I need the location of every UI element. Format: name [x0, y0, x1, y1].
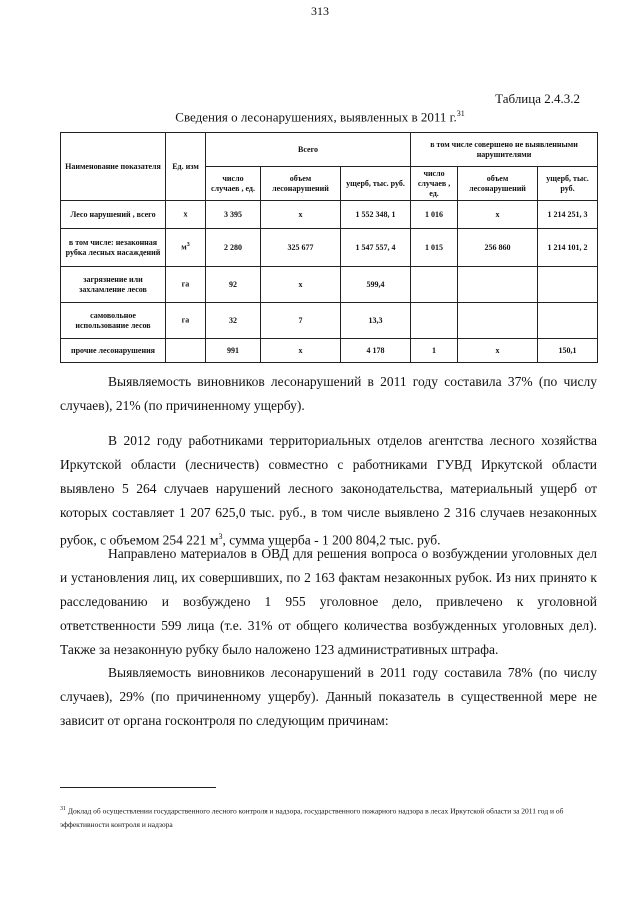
row-u-damage — [538, 303, 598, 339]
row-volume: х — [261, 339, 341, 363]
row-u-damage: 1 214 251, 3 — [538, 201, 598, 229]
table-title-text: Сведения о лесонарушениях, выявленных в 2011 г. — [175, 109, 457, 125]
row-u-damage: 150,1 — [538, 339, 598, 363]
row-unit — [166, 339, 206, 363]
row-damage: 1 547 557, 4 — [341, 229, 411, 267]
table-row — [61, 267, 598, 303]
row-u-cases — [411, 303, 458, 339]
row-unit: га — [166, 267, 206, 303]
row-unit: га — [166, 303, 206, 339]
row-u-volume: х — [458, 339, 538, 363]
row-u-volume: х — [458, 201, 538, 229]
header-cases: число случаев , ед. — [206, 167, 261, 201]
row-u-cases: 1 — [411, 339, 458, 363]
row-u-cases — [411, 267, 458, 303]
row-unit: $м^3$ — [166, 229, 206, 267]
row-u-cases: 1 016 — [411, 201, 458, 229]
row-cases: 32 — [206, 303, 261, 339]
row-cases: 991 — [206, 339, 261, 363]
paragraph-detection-rate: Выявляемость виновников лесонарушений в 2011 году составила 78% (по числу случаев), 29% (по причиненному ущербу). Данный показатель в существенной мере не зависит от органа госконтроля по следующим причинам: — [60, 665, 597, 728]
table-row — [61, 303, 598, 339]
table-row — [61, 229, 598, 267]
row-cases: 3 395 — [206, 201, 261, 229]
header-u-volume: объем лесонарушений — [458, 167, 538, 201]
header-u-damage: ущерб, тыс. руб. — [538, 167, 598, 201]
footnote-text: Доклад об осуществлении государственного лесного контроля и надзора, государственного пожарного надзора в лесах Иркутской области за 2011 год и об эффективности контроля и надзора — [60, 806, 564, 829]
row-name: Лесо нарушений , всего — [61, 201, 166, 229]
paragraph-detection-2011: Выявляемость виновников лесонарушений в 2011 году составила 37% (по числу случаев), 21% (по причиненному ущербу). — [60, 374, 597, 413]
header-volume: объем лесонарушений — [261, 167, 341, 201]
paragraph-2012-violations: В 2012 году работниками территориальных отделов агентства лесного хозяйства Иркутской области (лесничеств) совместно с работниками ГУВД Иркутской области выявлено 5 264 случаев нарушений лесного законодательства, материальный ущерб от которых составляет 1 207 625,0 тыс. руб., в том числе выявлено 2 316 случаев незаконных рубок, с объемом 254 221 $м^3$, сумма ущерба - 1 200 804,2 тыс. руб. — [60, 433, 597, 548]
header-name: Наименование показателя — [61, 133, 166, 201]
table-row — [61, 201, 598, 229]
row-unit: х — [166, 201, 206, 229]
row-name: самовольное использование лесов — [61, 303, 166, 339]
row-name: прочие лесонарушения — [61, 339, 166, 363]
table-row — [61, 339, 598, 363]
header-damage: ущерб, тыс. руб. — [341, 167, 411, 201]
row-volume: 325 677 — [261, 229, 341, 267]
footnote-ref: 31 — [60, 806, 66, 812]
row-cases: 2 280 — [206, 229, 261, 267]
row-u-cases: 1 015 — [411, 229, 458, 267]
row-damage: 13,3 — [341, 303, 411, 339]
table-label: Таблица 2.4.3.2 — [495, 91, 580, 106]
page-number: 313 — [311, 4, 329, 18]
paragraph-ovd-materials: Направлено материалов в ОВД для решения вопроса о возбуждении уголовных дел и установления лиц, их совершивших, по 2 163 фактам незаконных рубок. Из них принято к расследованию и возбуждено 1 955 уголовное дело, привлечено к уголовной ответственности 599 лица (т.е. 31% от общего количества возбужденных уголовных дел). Также за незаконную рубку было наложено 123 административных штрафа. — [60, 546, 597, 657]
row-damage: 599,4 — [341, 267, 411, 303]
violations-table — [60, 132, 598, 363]
row-name: в том числе: незаконная рубка лесных насаждений — [61, 229, 166, 267]
row-u-damage: 1 214 101, 2 — [538, 229, 598, 267]
row-u-volume: 256 860 — [458, 229, 538, 267]
header-u-cases: число случаев , ед. — [411, 167, 458, 201]
row-u-volume — [458, 303, 538, 339]
row-volume: 7 — [261, 303, 341, 339]
row-cases: 92 — [206, 267, 261, 303]
footnote-divider — [60, 787, 216, 788]
table-header-row — [61, 133, 598, 167]
header-unit: Ед. изм — [166, 133, 206, 201]
row-damage: 4 178 — [341, 339, 411, 363]
table-title-footnote-ref: 31 — [456, 109, 465, 118]
header-group-total: Всего — [206, 133, 411, 167]
row-u-damage — [538, 267, 598, 303]
footnote — [60, 803, 600, 831]
row-volume: х — [261, 267, 341, 303]
row-u-volume — [458, 267, 538, 303]
header-group-unidentified: в том числе совершено не выявленными нарушителями — [411, 133, 598, 167]
table-title — [0, 109, 640, 125]
row-name: загрязнение или захламление лесов — [61, 267, 166, 303]
row-damage: 1 552 348, 1 — [341, 201, 411, 229]
row-volume: х — [261, 201, 341, 229]
